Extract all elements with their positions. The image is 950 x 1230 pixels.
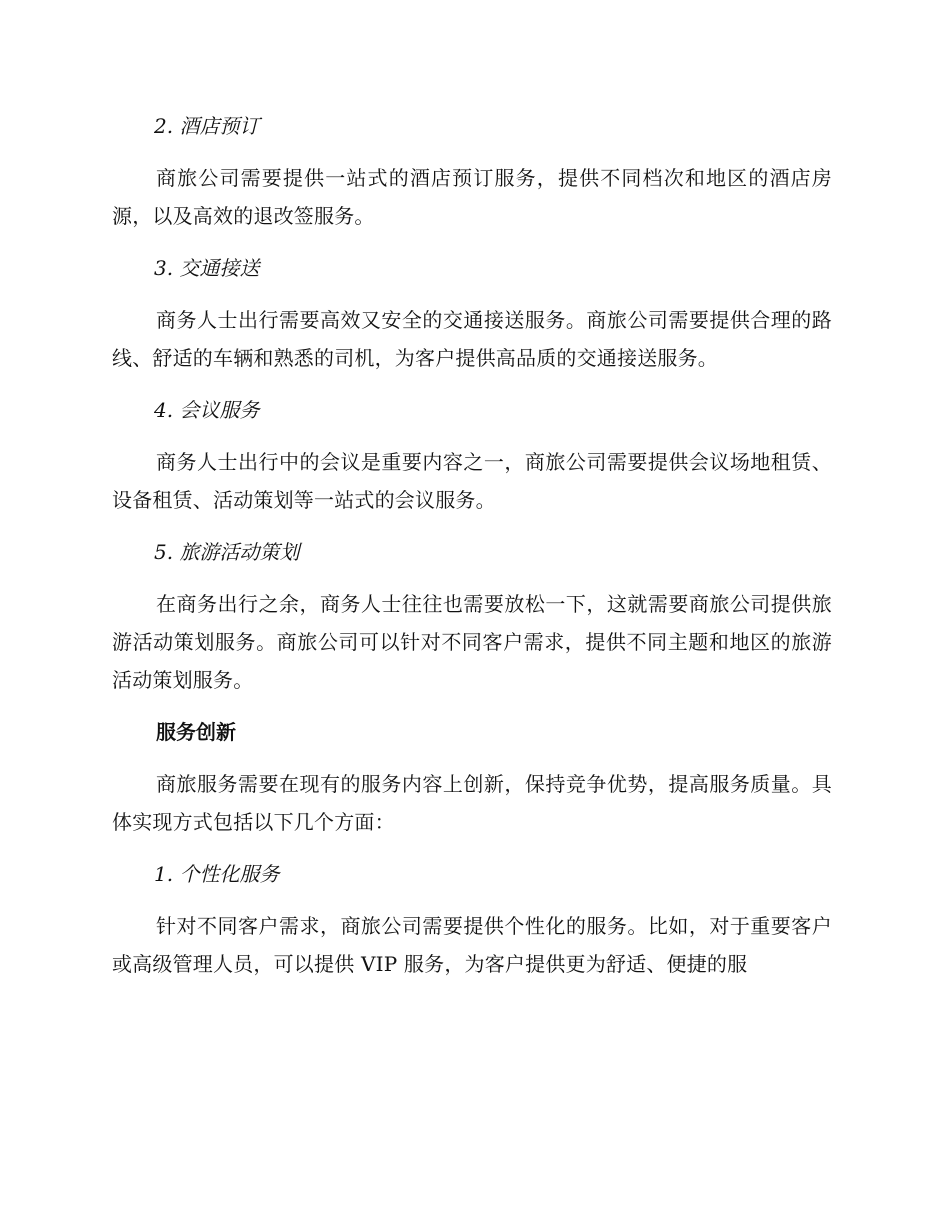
paragraph-personalized-service: 针对不同客户需求，商旅公司需要提供个性化的服务。比如，对于重要客户或高级管理人员，可以提供 VIP 服务，为客户提供更为舒适、便捷的服 <box>112 914 832 976</box>
subheading-personalized-service: 1. 个性化服务 <box>154 862 280 886</box>
paragraph-meeting-service: 商务人士出行中的会议是重要内容之一，商旅公司需要提供会议场地租赁、设备租赁、活动策划等一站式的会议服务。 <box>112 450 832 512</box>
subheading-hotel-booking: 2. 酒店预订 <box>154 114 260 138</box>
paragraph-hotel-booking: 商旅公司需要提供一站式的酒店预订服务，提供不同档次和地区的酒店房源，以及高效的退改签服务。 <box>112 166 832 228</box>
paragraph-transport: 商务人士出行需要高效又安全的交通接送服务。商旅公司需要提供合理的路线、舒适的车辆和熟悉的司机，为客户提供高品质的交通接送服务。 <box>112 308 832 370</box>
paragraph-service-innovation: 商旅服务需要在现有的服务内容上创新，保持竞争优势，提高服务质量。具体实现方式包括以下几个方面： <box>112 772 832 834</box>
paragraph-tourism-planning: 在商务出行之余，商务人士往往也需要放松一下，这就需要商旅公司提供旅游活动策划服务。商旅公司可以针对不同客户需求，提供不同主题和地区的旅游活动策划服务。 <box>112 592 832 692</box>
section-title-service-innovation: 服务创新 <box>156 720 236 744</box>
subheading-transport: 3. 交通接送 <box>154 256 260 280</box>
document-body <box>112 107 832 997</box>
subheading-meeting-service: 4. 会议服务 <box>154 398 260 422</box>
subheading-tourism-planning: 5. 旅游活动策划 <box>154 540 300 564</box>
